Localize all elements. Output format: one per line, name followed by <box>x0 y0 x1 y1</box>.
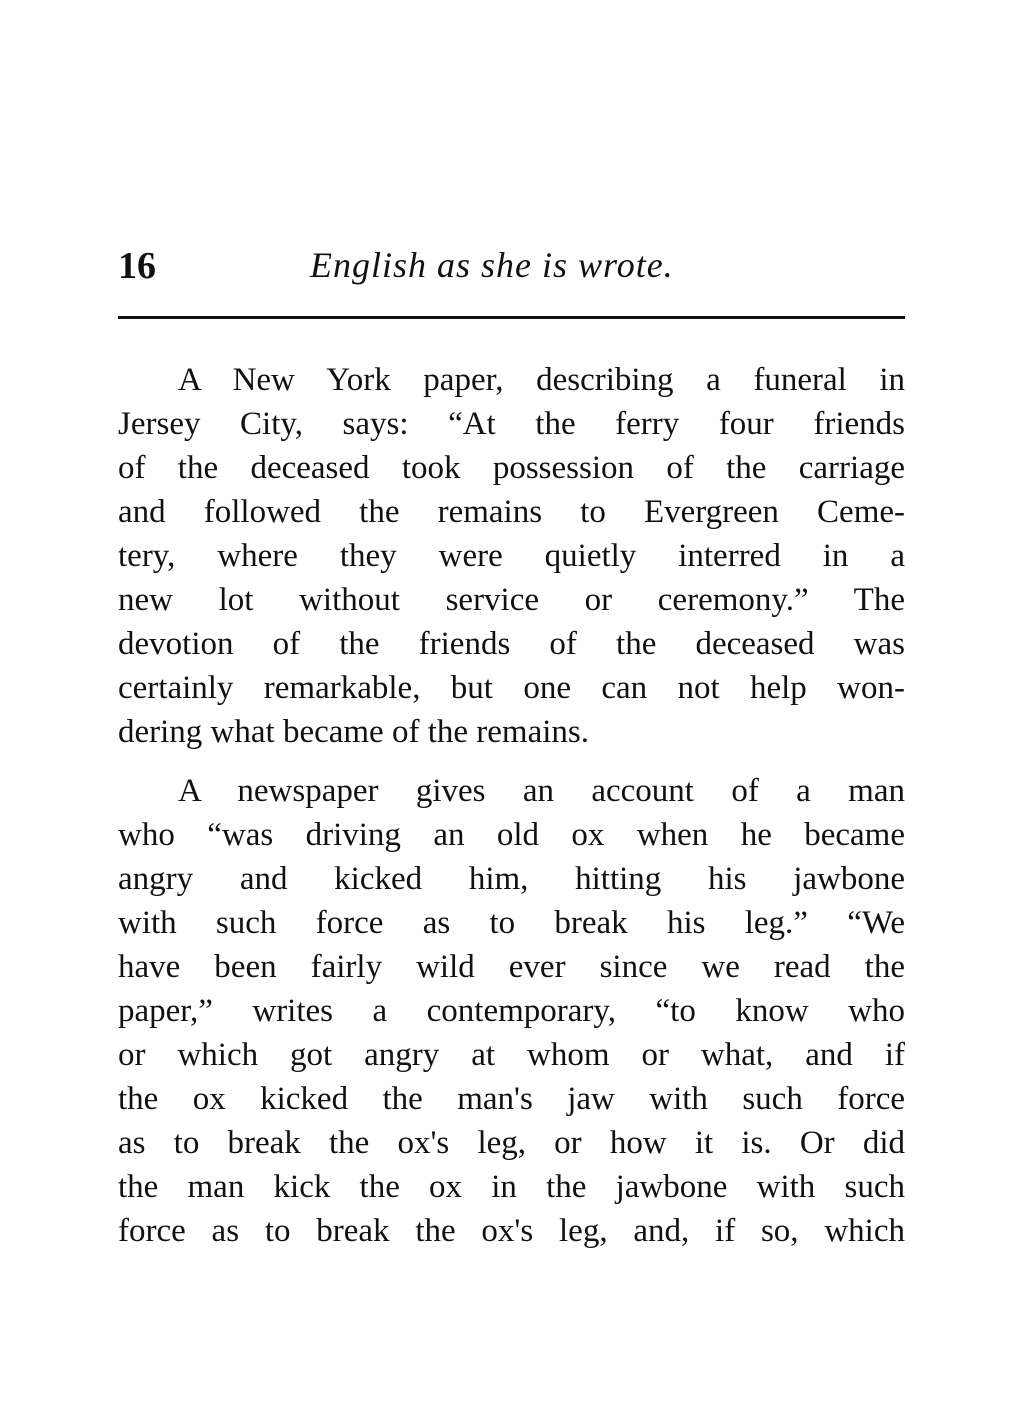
text-line: Jersey City, says: “At the ferry four friends <box>118 406 905 442</box>
running-title: English as she is wrote. <box>310 245 674 285</box>
text-line: devotion of the friends of the deceased was <box>118 626 905 662</box>
text-line: who “was driving an old ox when he became <box>118 817 905 853</box>
text-line: and followed the remains to Evergreen Ceme- <box>118 494 905 530</box>
page-number: 16 <box>118 245 156 287</box>
text-line: tery, where they were quietly interred in a <box>118 538 905 574</box>
text-line: angry and kicked him, hitting his jawbone <box>118 861 905 897</box>
text-line: the man kick the ox in the jawbone with such <box>118 1169 905 1205</box>
text-line: force as to break the ox's leg, and, if so, which <box>118 1213 905 1249</box>
text-line: or which got angry at whom or what, and if <box>118 1037 905 1073</box>
text-line: dering what became of the remains. <box>118 714 589 750</box>
text-line: with such force as to break his leg.” “We <box>118 905 905 941</box>
text-line: new lot without service or ceremony.” The <box>118 582 905 618</box>
text-line: A New York paper, describing a funeral in <box>178 362 905 398</box>
text-line: have been fairly wild ever since we read the <box>118 949 905 985</box>
text-line: of the deceased took possession of the carriage <box>118 450 905 486</box>
text-line: certainly remarkable, but one can not help won- <box>118 670 905 706</box>
text-line: as to break the ox's leg, or how it is. Or did <box>118 1125 905 1161</box>
text-line: paper,” writes a contemporary, “to know who <box>118 993 905 1029</box>
header-rule <box>118 316 905 319</box>
text-line: A newspaper gives an account of a man <box>178 773 905 809</box>
text-line: the ox kicked the man's jaw with such force <box>118 1081 905 1117</box>
